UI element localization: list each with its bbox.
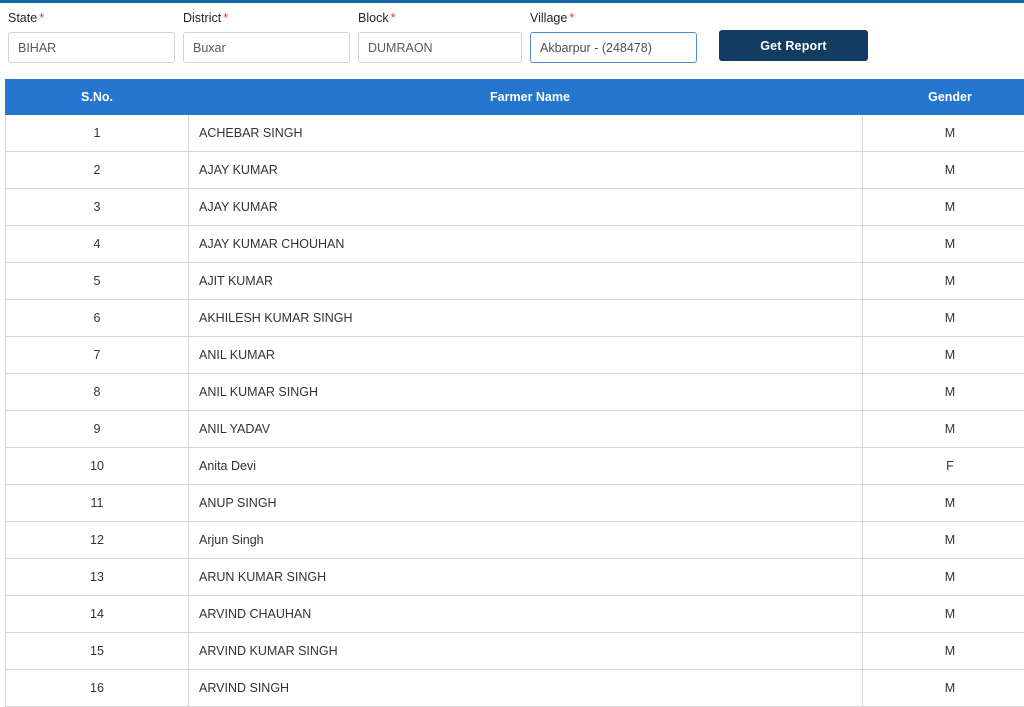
cell-sno: 2	[6, 152, 189, 189]
cell-farmer-name: ARVIND SINGH	[189, 670, 863, 707]
cell-sno: 11	[6, 485, 189, 522]
cell-sno: 1	[6, 115, 189, 152]
cell-gender: M	[863, 226, 1024, 263]
cell-sno: 3	[6, 189, 189, 226]
district-label	[183, 11, 350, 26]
table-row	[6, 226, 1024, 263]
cell-sno: 8	[6, 374, 189, 411]
cell-gender: M	[863, 189, 1024, 226]
cell-farmer-name: ANUP SINGH	[189, 485, 863, 522]
table-row	[6, 374, 1024, 411]
table-row	[6, 596, 1024, 633]
cell-gender: M	[863, 374, 1024, 411]
district-required-mark: *	[223, 11, 228, 25]
cell-farmer-name: AJIT KUMAR	[189, 263, 863, 300]
cell-gender: M	[863, 337, 1024, 374]
table-row	[6, 300, 1024, 337]
cell-gender: M	[863, 670, 1024, 707]
table-row	[6, 189, 1024, 226]
cell-sno: 5	[6, 263, 189, 300]
cell-sno: 15	[6, 633, 189, 670]
get-report-button[interactable]: Get Report	[719, 30, 868, 61]
column-header-gender: Gender	[863, 80, 1024, 115]
village-label-text: Village	[530, 11, 567, 25]
state-label-text: State	[8, 11, 37, 25]
cell-farmer-name: ANIL KUMAR SINGH	[189, 374, 863, 411]
district-label-text: District	[183, 11, 221, 25]
cell-gender: M	[863, 633, 1024, 670]
cell-gender: M	[863, 152, 1024, 189]
cell-gender: F	[863, 448, 1024, 485]
cell-sno: 7	[6, 337, 189, 374]
table-row	[6, 559, 1024, 596]
cell-sno: 12	[6, 522, 189, 559]
cell-gender: M	[863, 115, 1024, 152]
table-row	[6, 522, 1024, 559]
table-row	[6, 115, 1024, 152]
state-field-group	[0, 11, 175, 63]
block-label-text: Block	[358, 11, 389, 25]
table-row	[6, 448, 1024, 485]
cell-gender: M	[863, 596, 1024, 633]
cell-gender: M	[863, 263, 1024, 300]
cell-sno: 10	[6, 448, 189, 485]
table-row	[6, 337, 1024, 374]
cell-sno: 16	[6, 670, 189, 707]
cell-farmer-name: AJAY KUMAR CHOUHAN	[189, 226, 863, 263]
state-input[interactable]	[8, 32, 175, 63]
table-row	[6, 485, 1024, 522]
table-head	[6, 80, 1024, 115]
column-header-farmer-name: Farmer Name	[189, 80, 863, 115]
cell-farmer-name: AJAY KUMAR	[189, 189, 863, 226]
village-field-group	[522, 11, 697, 63]
column-header-sno: S.No.	[6, 80, 189, 115]
block-label	[358, 11, 522, 26]
cell-farmer-name: AKHILESH KUMAR SINGH	[189, 300, 863, 337]
cell-farmer-name: AJAY KUMAR	[189, 152, 863, 189]
cell-sno: 6	[6, 300, 189, 337]
village-label	[530, 11, 697, 26]
cell-farmer-name: ARVIND CHAUHAN	[189, 596, 863, 633]
cell-farmer-name: ARUN KUMAR SINGH	[189, 559, 863, 596]
village-required-mark: *	[569, 11, 574, 25]
block-required-mark: *	[391, 11, 396, 25]
cell-sno: 14	[6, 596, 189, 633]
village-input[interactable]	[530, 32, 697, 63]
cell-sno: 9	[6, 411, 189, 448]
table-row	[6, 633, 1024, 670]
cell-gender: M	[863, 300, 1024, 337]
cell-farmer-name: Anita Devi	[189, 448, 863, 485]
table-row	[6, 670, 1024, 707]
cell-farmer-name: ACHEBAR SINGH	[189, 115, 863, 152]
cell-gender: M	[863, 485, 1024, 522]
cell-farmer-name: ARVIND KUMAR SINGH	[189, 633, 863, 670]
cell-gender: M	[863, 411, 1024, 448]
block-input[interactable]	[358, 32, 522, 63]
farmer-report-table	[5, 79, 1024, 707]
district-input[interactable]	[183, 32, 350, 63]
state-label	[8, 11, 175, 26]
cell-sno: 13	[6, 559, 189, 596]
cell-farmer-name: ANIL YADAV	[189, 411, 863, 448]
get-report-group	[697, 30, 868, 63]
table-row	[6, 152, 1024, 189]
state-required-mark: *	[39, 11, 44, 25]
cell-farmer-name: Arjun Singh	[189, 522, 863, 559]
cell-farmer-name: ANIL KUMAR	[189, 337, 863, 374]
district-field-group	[175, 11, 350, 63]
block-field-group	[350, 11, 522, 63]
cell-sno: 4	[6, 226, 189, 263]
cell-gender: M	[863, 559, 1024, 596]
table-body	[6, 115, 1024, 707]
filter-bar	[0, 3, 1024, 63]
table-row	[6, 263, 1024, 300]
table-row	[6, 411, 1024, 448]
table-header-row	[6, 80, 1024, 115]
cell-gender: M	[863, 522, 1024, 559]
